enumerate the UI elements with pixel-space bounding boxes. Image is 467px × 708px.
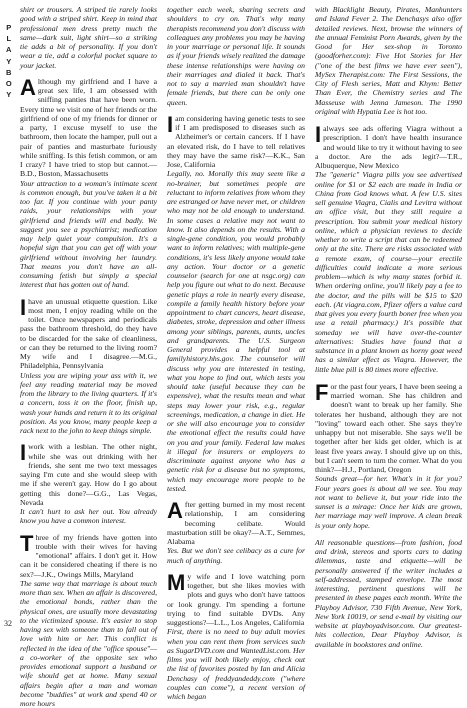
question-block [20, 442, 157, 507]
header-letter: L [6, 34, 12, 44]
drop-cap: I [167, 111, 174, 137]
header-letter: B [6, 67, 12, 77]
answer-text: Unless you are wiping your ass with it, we feel any reading material may be moved from the library to the living quarters. If it's a concern, toss it on the floor, finish up, wash your hands and return it to its original position. As you know, many people keep a rack next to the john to keep things simple. [20, 370, 157, 435]
answer-continued: together each week, sharing secrets and shoulders to cry on. That's why many therapists recommend you don't discuss with colleagues any problems you may be having in your marriage or personal life. It sounds as if your friends wisely realized the damage these intense relationships were having on their marriages and dialed it back. That's not to say a married man shouldn't have female friends, but there can be only one queen. [167, 5, 305, 107]
answer-text: The "generic" Viagra pills you see advertised online for $1 or $2 each are made in India or China from God knows what. A few U.S. sites sell genuine Viagra, Cialis and Levitra without an office visit, but they still require a prescription. You submit your medical history online, which a physician reviews to decide whether to write a script that can be redeemed only at the site. There are risks associated with a remote exam, of course—your erectile difficulties could indicate a more serious problem—which is why many states forbid it. When ordering online, you'll likely pay a fee to the doctor, and the pills will be $15 to $20 each. (At viagra.com, Pfizer offers a value card that gives you every fourth boner free when you use a retail pharmacy.) It's possible that someday we will have over-the-counter alternatives: Studies have found that a substance in a plant known as horny goat weed has a similar effect as Viagra. However, the little blue pill is 80 times more effective. [315, 170, 462, 374]
answer-text: Your attraction to a woman's intimate scent is common enough, but you've taken it a bit too far. If you continue with your panty raids, your relationships with your girlfriend and friends will end badly. We suggest you see a psychiatrist; medication may help quiet your compulsion. It's a hopeful sign that you can get off with your girlfriend without involving her laundry. That means you don't have an all-consuming fetish but simply a special interest that has gotten out of hand. [20, 178, 157, 290]
vertical-magazine-header [3, 22, 15, 100]
drop-cap: A [20, 74, 36, 100]
answer-text: Yes. But we don't see celibacy as a cure for much of anything. [167, 546, 305, 565]
advisor-submission-note: All reasonable questions—from fashion, food and drink, stereos and sports cars to dating dilemmas, taste and etiquette—will be personally answered if the writer includes a self-addressed, stamped envelope. The most interesting, pertinent questions will be presented in these pages each month. Write the Playboy Advisor, 730 Fifth Avenue, New York, New York 10019, or send e-mail by visiting our website at playboyadvisor.com. Our greatest-hits collection, Dear Playboy Advisor, is available in bookstores and online. [315, 537, 462, 649]
question-text: or the past four years, I have been seeing a married woman. She has children and doesn't want to break up her family. She tolerates her husband, although they are not "loving" toward each other. She says they're unhappy but not miserable. She says we'll be together after her kids get older, which is at least five years away. I should give up on this, but I can't seem to turn the corner. What do you think?—H.J., Portland, Oregon [315, 381, 462, 474]
answer-text: It can't hurt to ask her out. You already know you have a common interest. [20, 507, 157, 526]
drop-cap: I [20, 440, 27, 466]
question-text: have an unusual etiquette question. Like most men, I enjoy reading while on the toilet. Once newspapers and periodicals pass the bathroom threshold, do they have to be discarded for the sake of cleanliness, or can they be returned to the living room? My wife and I disagree.—M.G., Philadelphia, Pennsylvania [20, 296, 157, 371]
header-letter: Y [6, 56, 12, 66]
answer-text: First, there is no need to buy adult movies when you can rent them from services such as SugarDVD.com and WantedList.com. Her films you will both likely enjoy, check out the list of favorites posted by Ian and Alicia Denchasy of freddyandeddy.com ("where couples can come"), a recent version of which began [167, 627, 305, 701]
header-letter: A [6, 45, 12, 55]
drop-cap: I [315, 122, 322, 147]
question-block [20, 294, 157, 371]
drop-cap: T [20, 530, 34, 556]
page-number: 32 [4, 619, 12, 628]
question-text: lthough my girlfriend and I have a great sex life, I am obsessed with sniffing panties that have been worn. Every time we visit one of her friends or the girlfriend of one of my friends for dinner or a party, I excuse myself to use the bathroom, then locate the hamper, pull out a pair of panties and masturbate furiously while sniffing. Is this fetish common, or am I crazy? I have tried to stop but cannot.—B.D., Boston, Massachusetts [20, 76, 157, 179]
answer-continued: shirt or trousers. A striped tie rarely looks good with a striped shirt. Keep in mind that professional men dress pretty much the same—dark suit, light shirt—so a striking tie adds a bit of personality. If you don't wear a tie, add a colorful pocket square to your jacket. [20, 5, 157, 70]
answer-text: Legally, no. Morally this may seem like a no-brainer, but sometimes people are reluctant to inform relatives from whom they are estranged or have never met, or children who may not be old enough to understand. In some cases a relative may not want to know. It also depends on the results. With a single-gene condition, you would probably want to inform relatives; with multiple-gene conditions, it's less likely anyone would take any action. Your doctor or a genetic counselor (search for one at nsgc.org) can help you figure out what to do next. Because genetic plays a role in nearly every disease, compile a family health history before your appointment to chart cancers, heart disease, diabetes, stroke, depression and other illness among your siblings, parents, aunts, uncles and grandparents. The U.S. Surgeon General provides a helpful tool at familyhistory.hhs.gov. The counselor will discuss why you are interested in testing, what you hope to find out, which tests you should take (useful because they can be expensive), what the results mean and what steps may lower your risk, e.g., regular screenings, medication, a change in diet. He or she will also encourage you to consider the emotional effect the results could have on you and your family. Federal law makes it illegal for insurers or employers to discriminate against anyone who has a genetic risk for a disease but no symptoms, which may encourage more people to be tested. [167, 169, 306, 493]
question-block [167, 500, 305, 546]
column-1 [20, 5, 157, 708]
question-block [315, 379, 462, 475]
drop-cap: I [20, 294, 27, 320]
question-block [20, 74, 157, 179]
question-block [167, 569, 305, 628]
question-block [167, 111, 305, 170]
question-text: y wife and I love watching porn together, but she likes movies with plots and guys who don't have tattoos or look grungy. I'm spending a fortune trying to find suitable DVDs. Any suggestions?—L.L., Los Angeles, California [167, 571, 305, 627]
question-text: hree of my friends have gotten into trouble with their wives for having "emotional" affairs. I don't get it. How can it be considered cheating if there is no sex?—J.K., Owings Mills, Maryland [20, 532, 157, 579]
header-letter: O [5, 79, 13, 89]
answer-text: Sounds great—for her. What's in it for you? Four years goes is about all we see. You may not want to believe it, but your ride into the sunset is a mirage: Once her kids are grown, her marriage may well improve. A clean break is your only hope. [315, 474, 462, 530]
drop-cap: A [167, 498, 183, 523]
question-block [20, 530, 157, 579]
question-block [315, 124, 462, 170]
answer-text: The same way that marriage is about much more than sex. When an affair is discovered, the emotional bonds, rather than the physical ones, are usually more devastating to the victimized spouse. It's easier to stop having sex with someone than to fall out of love with him or her. This conflict is reflected in the idea of the "office spouse"—a co-worker of the opposite sex who provides emotional support a husband or wife should get at home. Many sexual affairs begin after a man and woman become "buddies" at work and spend 40 or more hours [20, 578, 157, 708]
header-letter: P [6, 23, 12, 32]
question-text: work with a lesbian. The other night, while she was out drinking with her friends, she sent me two text messages saying I'm cute and she would sleep with me if she weren't gay. How do I go about getting this done?—G.G., Las Vegas, Nevada [20, 442, 157, 507]
column-2 [167, 5, 306, 701]
header-letter: Y [6, 90, 12, 100]
question-text: fter getting burned in my most recent relationship, I am considering becoming celibate. Would masturbation still be okay?—A.T., Semmes, Alabama [167, 500, 305, 546]
drop-cap: M [167, 569, 186, 595]
column-3 [315, 5, 462, 649]
question-text: am considering having genetic tests to see if I am predisposed to diseases such as Alzheimer's or certain cancers. If I have an elevated risk, do I have to tell relatives they may have the same risk?—K.K., San Jose, California [167, 113, 305, 169]
question-text: always see ads offering Viagra without a prescription. I don't have health insurance and would like to try it without having to see a doctor. Are the ads legit?—T.R., Albuquerque, New Mexico [315, 124, 462, 170]
answer-continued: with Blacklight Beauty, Pirates, Manhunters and Island Fever 2. The Denchasys also offer detailed reviews. Next, browse the winners of the annual Feminist Porn Awards, given by the Good for Her sex-shop in Toronto (goodforher.com): Five Hot Stories for Her ("one of the best films we have ever seen"), MySex Therapist.com: The First Sessions, the City of Flesh series, Matt and Khym: Better Than Ever, the Chemistry series and The Masseuse with Jenna Jameson. The 1990 original with Hypatia Lee is hot too. [315, 5, 462, 116]
drop-cap: F [315, 379, 329, 405]
